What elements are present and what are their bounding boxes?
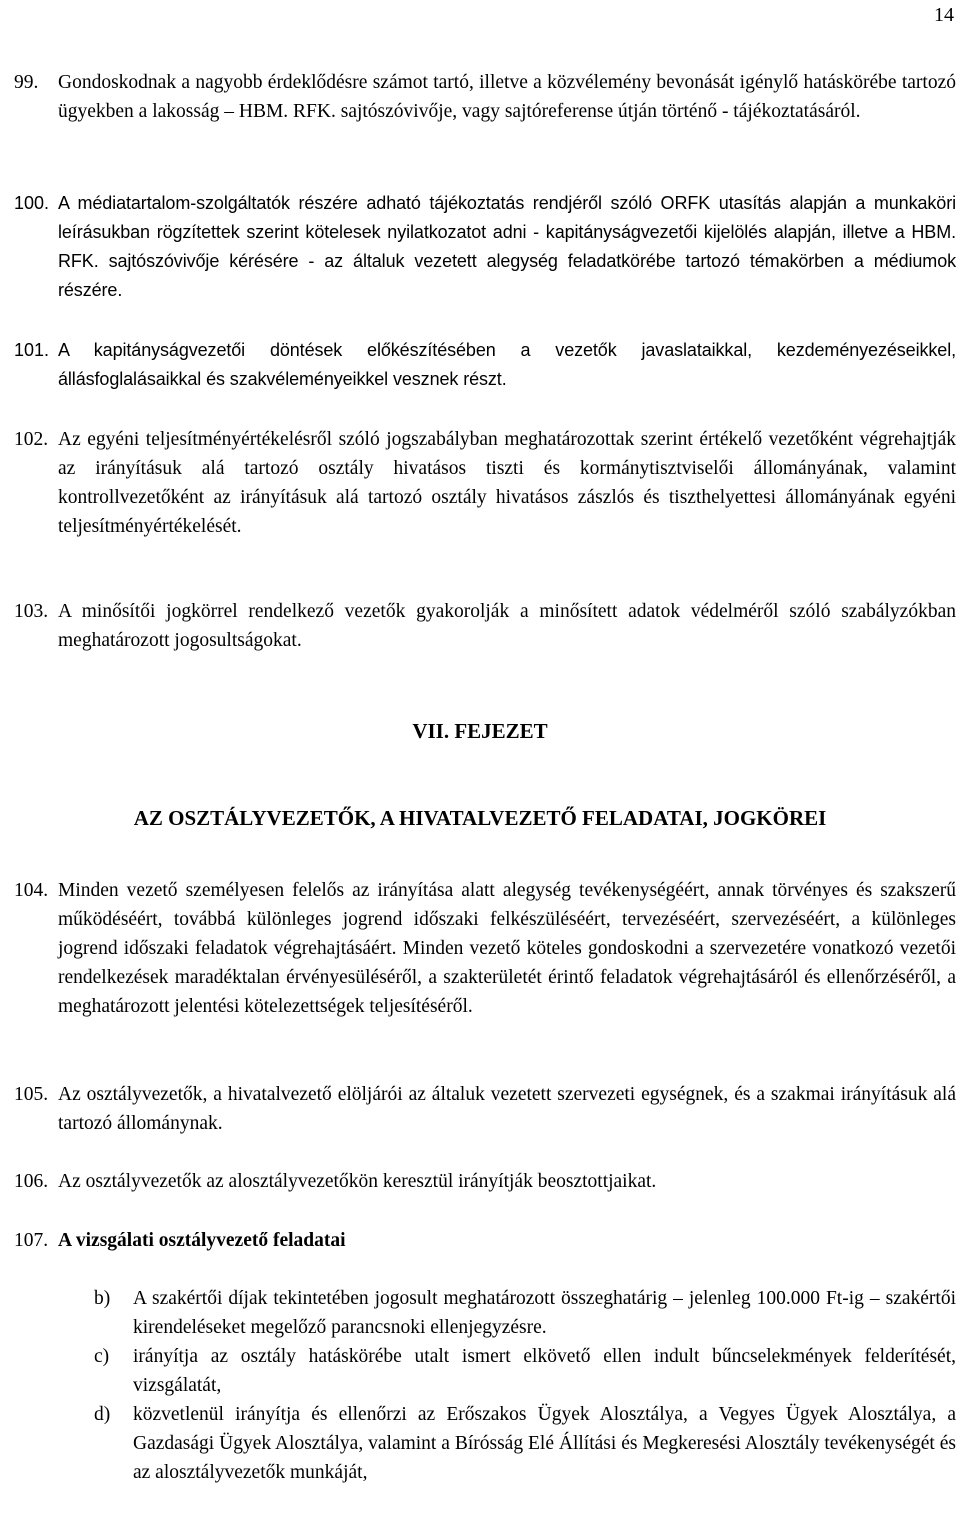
paragraph-99 — [14, 68, 956, 126]
page-number: 14 — [934, 4, 954, 26]
chapter-title: AZ OSZTÁLYVEZETŐK, A HIVATALVEZETŐ FELADATAI, JOGKÖREI — [133, 806, 827, 830]
list-marker: b) — [94, 1288, 111, 1309]
paragraph-number: 105. — [14, 1084, 49, 1105]
list-item — [94, 1400, 956, 1487]
paragraph-text: A médiatartalom-szolgáltatók részére adható tájékoztatás rendjéről szóló ORFK utasítás alapján a munkaköri leírásukban rögzítettek szerint kötelesek nyilatkozatot adni - kapitányságvezetői kijelölés alapján, illetve a HBM. RFK. sajtószóvivője kérésére - az általuk vezetett alegység feladatkörébe tartozó témakörben a médiumok részére. — [58, 193, 956, 300]
paragraph-106 — [14, 1167, 956, 1196]
paragraph-number: 101. — [14, 340, 50, 360]
paragraph-number: 99. — [14, 72, 39, 93]
paragraph-102 — [14, 425, 956, 541]
paragraph-number: 102. — [14, 429, 49, 450]
paragraph-101 — [14, 336, 956, 394]
list-item — [94, 1284, 956, 1342]
list-item-text: A szakértői díjak tekintetében jogosult meghatározott összeghatárig – jelenleg 100.000 Ft-ig – szakértői kirendeléseket megelőző parancsnoki ellenjegyzésre. — [133, 1288, 956, 1338]
paragraph-103 — [14, 597, 956, 655]
paragraph-100 — [14, 189, 956, 305]
paragraph-number: 104. — [14, 880, 49, 901]
paragraph-number: 100. — [14, 193, 50, 213]
paragraph-104 — [14, 876, 956, 1021]
paragraph-number: 103. — [14, 601, 49, 622]
paragraph-text: A minősítői jogkörrel rendelkező vezetők gyakorolják a minősített adatok védelméről szóló szabályzókban meghatározott jogosultságokat. — [58, 601, 956, 651]
paragraph-text: Az osztályvezetők, a hivatalvezető elöljárói az általuk vezetett szervezeti egységnek, és a szakmai irányításuk alá tartozó állománynak. — [58, 1084, 956, 1134]
paragraph-number: 106. — [14, 1171, 49, 1192]
task-list — [94, 1284, 956, 1487]
paragraph-text: Minden vezető személyesen felelős az irányítása alatt alegység tevékenységéért, annak törvényes és szakszerű működéséért, továbbá különleges jogrend időszaki felkészüléséért, tervezéséért, szervezéséért, a különleges jogrend időszaki feladatok végrehajtásáért. Minden vezető köteles gondoskodni a szervezetére vonatkozó vezetői rendelkezések maradéktalan érvényesüléséről, a szakterületét érintő feladatok végrehajtásáról és ellenőrzéséről, a meghatározott jelentési kötelezettségek teljesítéséről. — [58, 880, 956, 1017]
chapter-number: VII. FEJEZET — [412, 719, 548, 743]
list-item-text: közvetlenül irányítja és ellenőrzi az Erőszakos Ügyek Alosztálya, a Vegyes Ügyek Alosztálya, a Gazdasági Ügyek Alosztálya, valamint a Bírósság Elé Állítási és Megkeresési Alosztály tevékenységét és az alosztályvezetők munkáját, — [133, 1404, 956, 1483]
list-item-text: irányítja az osztály hatáskörébe utalt ismert elkövető ellen indult bűncselekmények felderítését, vizsgálatát, — [133, 1346, 956, 1396]
paragraph-text: Az egyéni teljesítményértékelésről szóló jogszabályban meghatározottak szerint értékelő vezetőként végrehajtják az irányításuk alá tartozó osztály hivatásos tiszti és kormánytisztviselői állományának, valamint kontrollvezetőként az irányításuk alá tartozó osztály hivatásos zászlós és tiszthelyettesi állományának egyéni teljesítményértékelését. — [58, 429, 956, 537]
paragraph-107 — [14, 1226, 956, 1255]
section-heading: A vizsgálati osztályvezető feladatai — [58, 1230, 346, 1251]
paragraph-text: Gondoskodnak a nagyobb érdeklődésre számot tartó, illetve a közvélemény bevonását igénylő hatáskörébe tartozó ügyekben a lakosság – HBM. RFK. sajtószóvivője, vagy sajtóreferense útján történő - tájékoztatásáról. — [58, 72, 956, 122]
paragraph-text: A kapitányságvezetői döntések előkészítésében a vezetők javaslataikkal, kezdeményezéseikkel, állásfoglalásaikkal és szakvéleményeikkel vesznek részt. — [58, 340, 956, 389]
list-marker: c) — [94, 1346, 110, 1367]
list-item — [94, 1342, 956, 1400]
paragraph-105 — [14, 1080, 956, 1138]
list-marker: d) — [94, 1404, 111, 1425]
paragraph-number: 107. — [14, 1230, 49, 1251]
paragraph-text: Az osztályvezetők az alosztályvezetőkön keresztül irányítják beosztottjaikat. — [58, 1171, 657, 1192]
